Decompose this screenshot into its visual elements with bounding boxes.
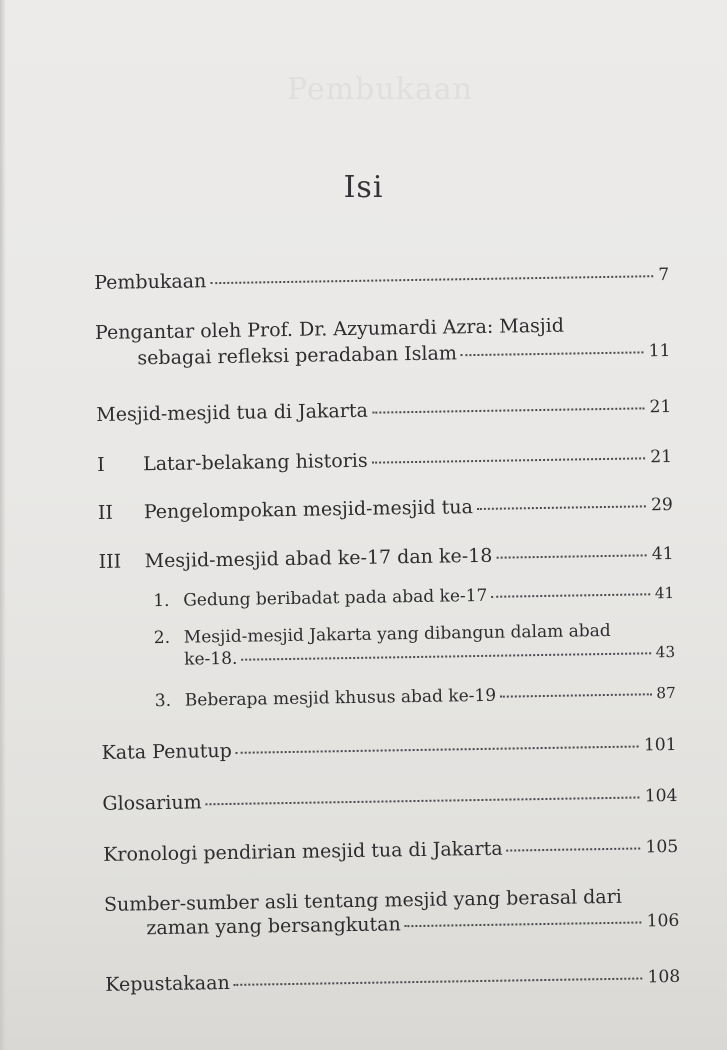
toc-entry-sumber	[104, 885, 680, 940]
dot-leader	[206, 796, 640, 805]
table-of-contents	[94, 257, 681, 996]
dot-leader	[500, 693, 651, 697]
toc-page-number: 101	[643, 734, 677, 756]
toc-entry-mesjid-tua	[96, 395, 671, 426]
chapter-number: III	[98, 550, 122, 573]
toc-entry-label: Pengelompokan mesjid-mesjid tua	[143, 496, 474, 524]
toc-page-number: 21	[649, 396, 672, 418]
subsection-number: 3.	[154, 690, 172, 712]
dot-leader	[405, 921, 642, 927]
toc-page-number: 11	[648, 340, 671, 362]
toc-entry-kronologi	[103, 835, 678, 866]
toc-entry-label: zaman yang bersangkutan	[146, 913, 401, 940]
dot-leader	[210, 275, 653, 284]
toc-page-number: 108	[647, 966, 681, 988]
toc-subentry-3	[101, 683, 676, 712]
toc-entry-label: ke-18.	[184, 648, 238, 670]
dot-leader	[241, 652, 650, 660]
toc-page-number: 21	[650, 446, 673, 468]
toc-page-number: 43	[655, 642, 676, 662]
toc-entry-pengantar	[95, 313, 671, 370]
toc-entry-chapter-3	[98, 542, 673, 573]
toc-page-number: 87	[656, 683, 676, 703]
toc-subentry-1	[99, 583, 674, 612]
page-edge-shadow	[0, 0, 6, 1050]
toc-entry-label: Kepustakaan	[105, 971, 230, 996]
subsection-number: 2.	[153, 627, 171, 649]
toc-entry-label: sebagai refleksi peradaban Islam	[137, 342, 458, 370]
chapter-number: I	[96, 453, 105, 476]
toc-entry-label-line1: Sumber-sumber asli tentang mesjid yang berasal dari	[103, 885, 622, 916]
toc-page-number: 41	[651, 543, 674, 565]
subsection-number: 1.	[153, 590, 170, 612]
toc-entry-label: Latar-belakang historis	[142, 449, 368, 476]
toc-entry-kepustakaan	[105, 965, 680, 996]
toc-entry-chapter-2	[98, 493, 673, 524]
toc-entry-label: Gedung beribadat pada abad ke-17	[183, 585, 488, 611]
page-title: Isi	[343, 170, 384, 205]
toc-page-number: 7	[658, 264, 670, 286]
toc-page-number: 106	[646, 910, 680, 932]
show-through-text: Pembukaan	[287, 72, 473, 107]
toc-entry-glosarium	[102, 784, 677, 815]
dot-leader	[461, 351, 644, 356]
dot-leader	[236, 745, 639, 753]
toc-entry-pembukaan	[94, 263, 669, 294]
toc-page-number: 41	[654, 583, 675, 603]
toc-entry-label: Pembukaan	[94, 270, 207, 294]
dot-leader	[234, 977, 643, 985]
toc-entry-chapter-1	[97, 445, 672, 476]
toc-entry-label: Mesjid-mesjid tua di Jakarta	[96, 399, 369, 426]
chapter-number: II	[97, 501, 114, 524]
toc-entry-label: Kronologi pendirian mesjid tua di Jakarta	[103, 837, 503, 866]
dot-leader	[372, 457, 646, 463]
toc-entry-label: Beberapa mesjid khusus abad ke-19	[184, 685, 497, 711]
toc-entry-kata-penutup	[101, 733, 676, 764]
dot-leader	[496, 554, 647, 558]
toc-page-number: 105	[645, 836, 679, 858]
toc-entry-label: Mesjid-mesjid abad ke-17 dan ke-18	[144, 544, 493, 573]
toc-page-number: 29	[650, 494, 673, 516]
toc-entry-label-line1: Pengantar oleh Prof. Dr. Azyumardi Azra: Masjid	[94, 314, 565, 344]
toc-entry-label: Mesjid-mesjid Jakarta yang dibangun dalam abad	[183, 620, 611, 648]
toc-subentry-2	[100, 620, 676, 671]
dot-leader	[372, 407, 645, 413]
dot-leader	[491, 593, 649, 597]
dot-leader	[477, 505, 646, 510]
toc-entry-label: Kata Penutup	[101, 739, 233, 764]
dot-leader	[507, 847, 641, 851]
toc-entry-label: Glosarium	[102, 791, 202, 815]
toc-page-number: 104	[644, 785, 678, 807]
